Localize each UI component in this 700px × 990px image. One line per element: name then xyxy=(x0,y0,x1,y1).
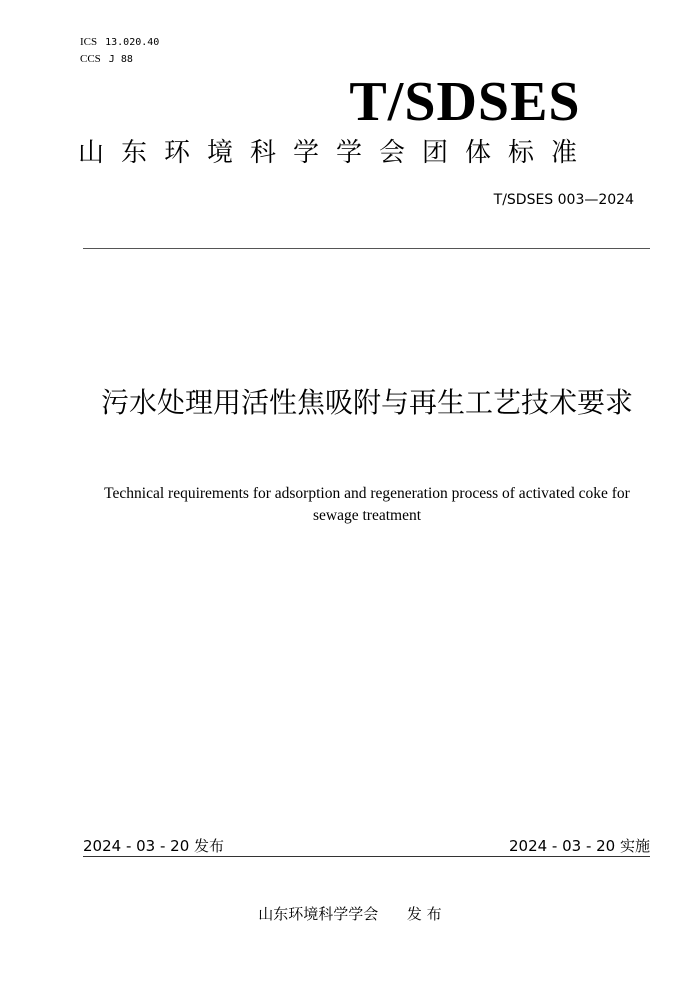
implementation-date: 2024 - 03 - 20 实施 xyxy=(508,837,650,855)
organization-standard-title: 山东环境科学学会团体标准 xyxy=(78,138,595,168)
ics-label: ICS xyxy=(80,36,98,48)
top-divider xyxy=(83,248,650,249)
ccs-code: J 88 xyxy=(108,54,133,65)
publisher: 山东环境科学学会 发 布 xyxy=(258,905,442,923)
document-title-english: Technical requirements for adsorption and regeneration process of activated coke for sewage treatment xyxy=(104,485,630,524)
standard-number: T/SDSES 003—2024 xyxy=(493,192,634,208)
ics-line xyxy=(80,36,159,49)
document-title-chinese: 污水处理用活性焦吸附与再生工艺技术要求 xyxy=(100,386,633,419)
publish-date: 2024 - 03 - 20 发布 xyxy=(83,837,225,855)
ccs-label: CCS xyxy=(80,53,101,65)
ccs-line xyxy=(80,53,133,66)
ics-code: 13.020.40 xyxy=(105,37,160,48)
bottom-divider xyxy=(83,856,650,857)
standard-prefix: T/SDSES xyxy=(349,71,581,133)
